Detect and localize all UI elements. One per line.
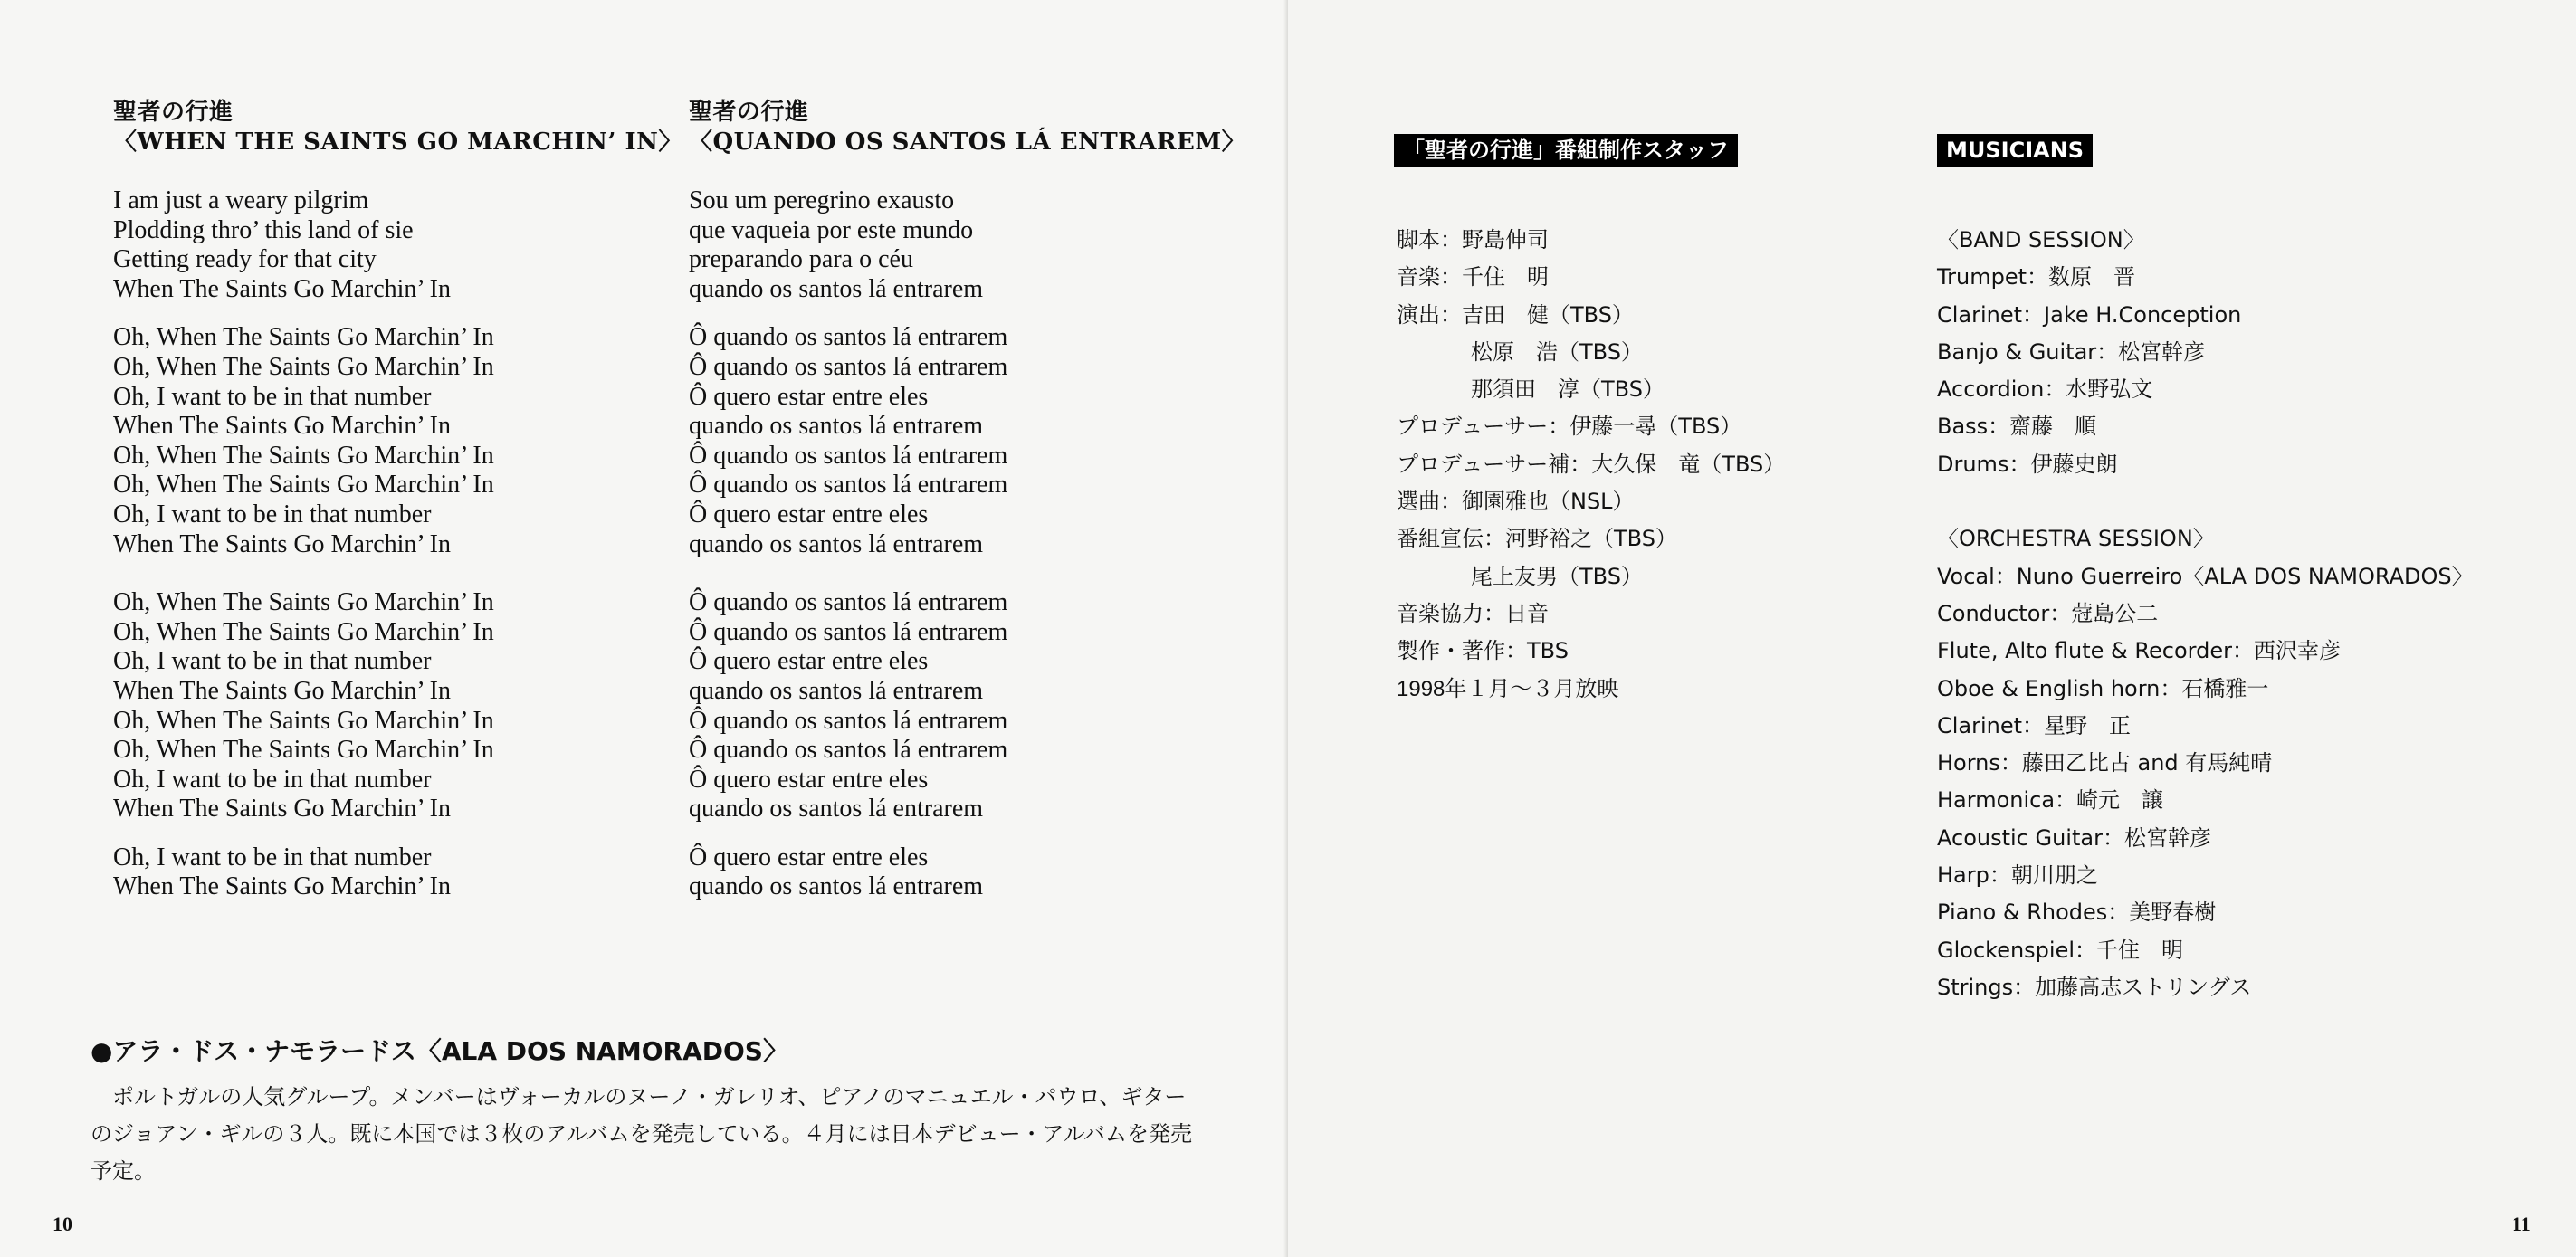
- lyric-line: quando os santos lá entrarem: [689, 274, 984, 303]
- lyric-stanza: [113, 323, 682, 559]
- artist-note-heading: ●アラ・ドス・ナモラードス〈ALA DOS NAMORADOS〉: [91, 1036, 788, 1066]
- orchestra-session-header: 〈ORCHESTRA SESSION〉: [1937, 526, 2215, 552]
- lyric-line: Oh, I want to be in that number: [113, 765, 432, 794]
- lyric-line: quando os santos lá entrarem: [689, 529, 984, 558]
- staff-credit-line: 音楽協力：日音: [1397, 600, 1549, 626]
- staff-credit-line: 製作・著作：TBS: [1397, 638, 1569, 664]
- english-title: 〈WHEN THE SAINTS GO MARCHIN’ IN〉: [113, 129, 682, 156]
- lyric-line: quando os santos lá entrarem: [689, 872, 984, 901]
- musician-credit-line: Harp：朝川朋之: [1937, 862, 2098, 889]
- lyric-line: Oh, I want to be in that number: [113, 382, 432, 411]
- english-lyrics: [113, 186, 682, 902]
- lyric-line: quando os santos lá entrarem: [689, 795, 984, 824]
- lyric-stanza: [113, 588, 682, 824]
- lyric-line: I am just a weary pilgrim: [113, 186, 369, 214]
- musician-credit-line: Strings：加藤高志ストリングス: [1937, 974, 2252, 1000]
- english-lyrics-column: [113, 98, 682, 921]
- musician-credit-line: Acoustic Guitar：松宮幹彦: [1937, 824, 2211, 851]
- lyric-line: que vaqueia por este mundo: [689, 215, 974, 244]
- portuguese-lyrics-column: [689, 98, 1245, 921]
- lyric-line: Ô quero estar entre eles: [689, 843, 929, 871]
- artist-note-body: ポルトガルの人気グループ。メンバーはヴォーカルのヌーノ・ガレリオ、ピアノのマニュエル・パウロ、ギターのジョアン・ギルの３人。既に本国では３枚のアルバムを発売している。４月には日本デビュー・アルバムを発売予定。: [91, 1084, 1193, 1184]
- portuguese-lyrics: [689, 186, 1245, 902]
- musician-credit-line: Oboe & English horn：石橋雅一: [1937, 675, 2269, 701]
- lyric-line: Ô quero estar entre eles: [689, 647, 929, 676]
- lyric-line: Oh, When The Saints Go Marchin’ In: [113, 706, 494, 735]
- page-number-left: 10: [52, 1213, 72, 1235]
- lyric-line: quando os santos lá entrarem: [689, 412, 984, 441]
- lyric-line: Oh, When The Saints Go Marchin’ In: [113, 736, 494, 765]
- lyric-stanza: [689, 588, 1245, 824]
- lyric-line: Ô quero estar entre eles: [689, 382, 929, 411]
- staff-label: 「聖者の行進」番組制作スタッフ: [1394, 134, 1738, 167]
- musician-credit-line: Conductor：蒄島公二: [1937, 600, 2159, 626]
- lyric-line: Oh, When The Saints Go Marchin’ In: [113, 323, 494, 352]
- staff-credits: [1397, 222, 1785, 708]
- musicians-label: MUSICIANS: [1937, 134, 2093, 167]
- lyric-line: Oh, When The Saints Go Marchin’ In: [113, 441, 494, 470]
- lyric-line: Oh, When The Saints Go Marchin’ In: [113, 617, 494, 646]
- staff-credit-line: 尾上友男（TBS）: [1471, 563, 1643, 589]
- lyric-line: quando os santos lá entrarem: [689, 676, 984, 705]
- lyric-line: Oh, When The Saints Go Marchin’ In: [113, 588, 494, 617]
- lyric-line: When The Saints Go Marchin’ In: [113, 274, 451, 303]
- lyric-line: Ô quando os santos lá entrarem: [689, 706, 1008, 735]
- band-session-header: 〈BAND SESSION〉: [1937, 227, 2145, 252]
- lyric-line: Ô quando os santos lá entrarem: [689, 441, 1008, 470]
- lyric-line: Ô quando os santos lá entrarem: [689, 736, 1008, 765]
- staff-credit-line: プロデューサー：伊藤一尋（TBS）: [1397, 414, 1742, 440]
- lyric-line: Ô quero estar entre eles: [689, 765, 929, 794]
- lyric-line: Oh, When The Saints Go Marchin’ In: [113, 352, 494, 381]
- musician-credit-line: Glockenspiel：千住 明: [1937, 937, 2184, 963]
- musician-credit-line: Trumpet：数原 晋: [1937, 264, 2135, 290]
- staff-credit-line: 松原 浩（TBS）: [1471, 338, 1643, 365]
- musician-credit-line: Clarinet：星野 正: [1937, 712, 2132, 738]
- musician-credit-line: Horns：藤田乙比古 and 有馬純晴: [1937, 750, 2273, 776]
- lyric-line: Sou um peregrino exausto: [689, 186, 955, 214]
- staff-credit-line: 音楽：千住 明: [1397, 264, 1549, 290]
- portuguese-title-jp: 聖者の行進: [689, 99, 809, 126]
- lyric-line: Getting ready for that city: [113, 245, 377, 274]
- lyric-line: Plodding thro’ this land of sie: [113, 215, 414, 244]
- staff-credit-line: 脚本：野島伸司: [1397, 227, 1549, 252]
- lyric-stanza: [689, 186, 1245, 304]
- lyric-line: Ô quero estar entre eles: [689, 500, 929, 529]
- lyric-line: Oh, I want to be in that number: [113, 843, 432, 871]
- english-title-jp: 聖者の行進: [113, 99, 234, 126]
- lyric-line: When The Saints Go Marchin’ In: [113, 795, 451, 824]
- right-page: [1288, 0, 2576, 1257]
- page-number-right: 11: [2512, 1213, 2531, 1235]
- orchestra-list: [1937, 558, 2474, 1007]
- lyric-line: Ô quando os santos lá entrarem: [689, 617, 1008, 646]
- lyric-line: Oh, When The Saints Go Marchin’ In: [113, 471, 494, 500]
- artist-note: [91, 1033, 1195, 1190]
- lyric-stanza: [113, 843, 682, 902]
- lyric-line: Oh, I want to be in that number: [113, 647, 432, 676]
- musician-credit-line: Flute, Alto flute & Recorder：西沢幸彦: [1937, 638, 2341, 664]
- spacer: [1937, 483, 2474, 520]
- musician-credit-line: Harmonica：崎元 譲: [1937, 787, 2164, 814]
- musician-credit-line: Banjo & Guitar：松宮幹彦: [1937, 338, 2206, 365]
- lyric-line: When The Saints Go Marchin’ In: [113, 676, 451, 705]
- staff-credit-line: 選曲：御園雅也（NSL）: [1397, 489, 1635, 515]
- staff-credit-line: 番組宣伝：河野裕之（TBS）: [1397, 526, 1677, 552]
- lyric-line: Ô quando os santos lá entrarem: [689, 588, 1008, 617]
- band-list: [1937, 259, 2474, 483]
- lyric-line: preparando para o céu: [689, 245, 913, 274]
- lyric-line: Ô quando os santos lá entrarem: [689, 352, 1008, 381]
- lyric-stanza: [689, 323, 1245, 559]
- staff-credit-line: プロデューサー補：大久保 竜（TBS）: [1397, 451, 1786, 477]
- staff-credit-line: 那須田 淳（TBS）: [1471, 376, 1665, 403]
- lyric-line: Ô quando os santos lá entrarem: [689, 323, 1008, 352]
- lyric-line: Oh, I want to be in that number: [113, 500, 432, 529]
- lyric-line: Ô quando os santos lá entrarem: [689, 471, 1008, 500]
- lyric-line: When The Saints Go Marchin’ In: [113, 872, 451, 901]
- musician-credits: [1937, 222, 2474, 1006]
- lyric-line: When The Saints Go Marchin’ In: [113, 412, 451, 441]
- musician-credit-line: Drums：伊藤史朗: [1937, 451, 2118, 477]
- broadcast-period: 1998年１月〜３月放映: [1397, 676, 1619, 701]
- staff-credit-line: 演出：吉田 健（TBS）: [1397, 301, 1634, 328]
- musician-credit-line: Clarinet：Jake H.Conception: [1937, 301, 2242, 328]
- lyric-line: When The Saints Go Marchin’ In: [113, 529, 451, 558]
- musician-credit-line: Bass：齋藤 順: [1937, 414, 2097, 440]
- musician-credit-line: Vocal：Nuno Guerreiro〈ALA DOS NAMORADOS〉: [1937, 563, 2474, 589]
- lyric-stanza: [689, 843, 1245, 902]
- musician-credit-line: Piano & Rhodes：美野春樹: [1937, 900, 2217, 926]
- lyric-stanza: [113, 186, 682, 304]
- musician-credit-line: Accordion：水野弘文: [1937, 376, 2153, 403]
- portuguese-title: 〈QUANDO OS SANTOS LÁ ENTRAREM〉: [689, 129, 1246, 156]
